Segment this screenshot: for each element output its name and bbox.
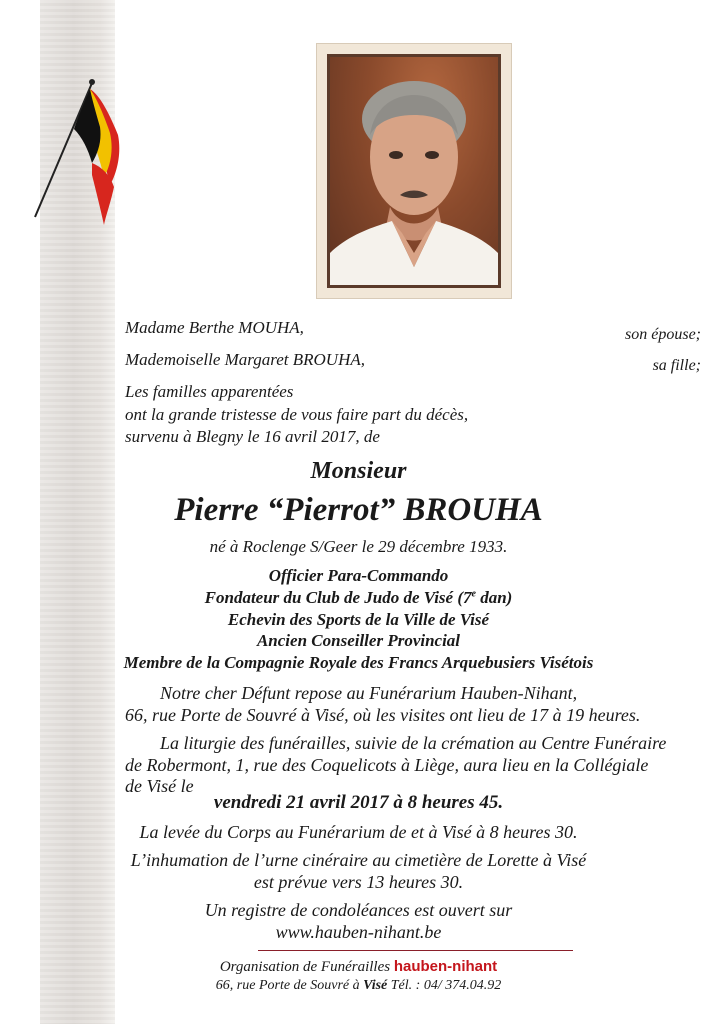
belgian-flag-icon: [30, 75, 125, 225]
announcement-line: ont la grande tristesse de vous faire part du décès,: [125, 405, 469, 424]
liturgy-line-1: La liturgie des funérailles, suivie de la crémation au Centre Funéraire: [160, 733, 667, 753]
inhumation-line-2: est prévue vers 13 heures 30.: [253, 872, 464, 892]
repose-line-1: Notre cher Défunt repose au Funérarium Hauben-Nihant,: [160, 683, 578, 703]
portrait-photo: [327, 54, 501, 288]
liturgy-line-3: de Visé le: [125, 776, 194, 796]
repose-line-2: 66, rue Porte de Souvré à Visé, où les visites ont lieu de 17 à 19 heures.: [125, 705, 641, 725]
family-daughter-name: Mademoiselle Margaret BROUHA,: [125, 350, 365, 369]
registry-url[interactable]: www.hauben-nihant.be: [275, 922, 442, 942]
funeral-date: vendredi 21 avril 2017 à 8 heures 45.: [213, 792, 504, 813]
honor-1: Officier Para-Commando: [268, 566, 449, 585]
deceased-name: Pierre “Pierrot” BROUHA: [174, 492, 543, 528]
deceased-title: Monsieur: [310, 458, 407, 484]
family-spouse-relation: son épouse;: [625, 326, 701, 343]
inhumation-line-1: L’inhumation de l’urne cinéraire au cimetière de Lorette à Visé: [130, 850, 587, 870]
registry-line-1: Un registre de condoléances est ouvert sur: [204, 900, 513, 920]
family-relatives: Les familles apparentées: [125, 382, 294, 401]
family-spouse-name: Madame Berthe MOUHA,: [125, 318, 304, 337]
honor-4: Ancien Conseiller Provincial: [256, 631, 461, 650]
birth-info: né à Roclenge S/Geer le 29 décembre 1933.: [209, 537, 508, 556]
liturgy-line-2: de Robermont, 1, rue des Coquelicots à Liège, aura lieu en la Collégiale: [125, 755, 649, 775]
honor-5: Membre de la Compagnie Royale des Francs Arquebusiers Visétois: [123, 653, 594, 672]
family-daughter-relation: sa fille;: [652, 357, 701, 374]
footer-address: 66, rue Porte de Souvré à Visé Tél. : 04/ 374.04.92: [215, 978, 502, 993]
honor-3: Echevin des Sports de la Ville de Visé: [227, 610, 490, 629]
death-place-date: survenu à Blegny le 16 avril 2017, de: [125, 427, 380, 446]
portrait-frame: [316, 43, 512, 299]
honor-2: Fondateur du Club de Judo de Visé (7e dan): [204, 588, 513, 607]
levee-info: La levée du Corps au Funérarium de et à Visé à 8 heures 30.: [139, 822, 578, 842]
footer-divider: [258, 950, 573, 951]
brand-logo: hauben-nihant: [393, 958, 498, 975]
footer-organisation: Organisation de Funérailles hauben-nihant: [219, 958, 498, 975]
